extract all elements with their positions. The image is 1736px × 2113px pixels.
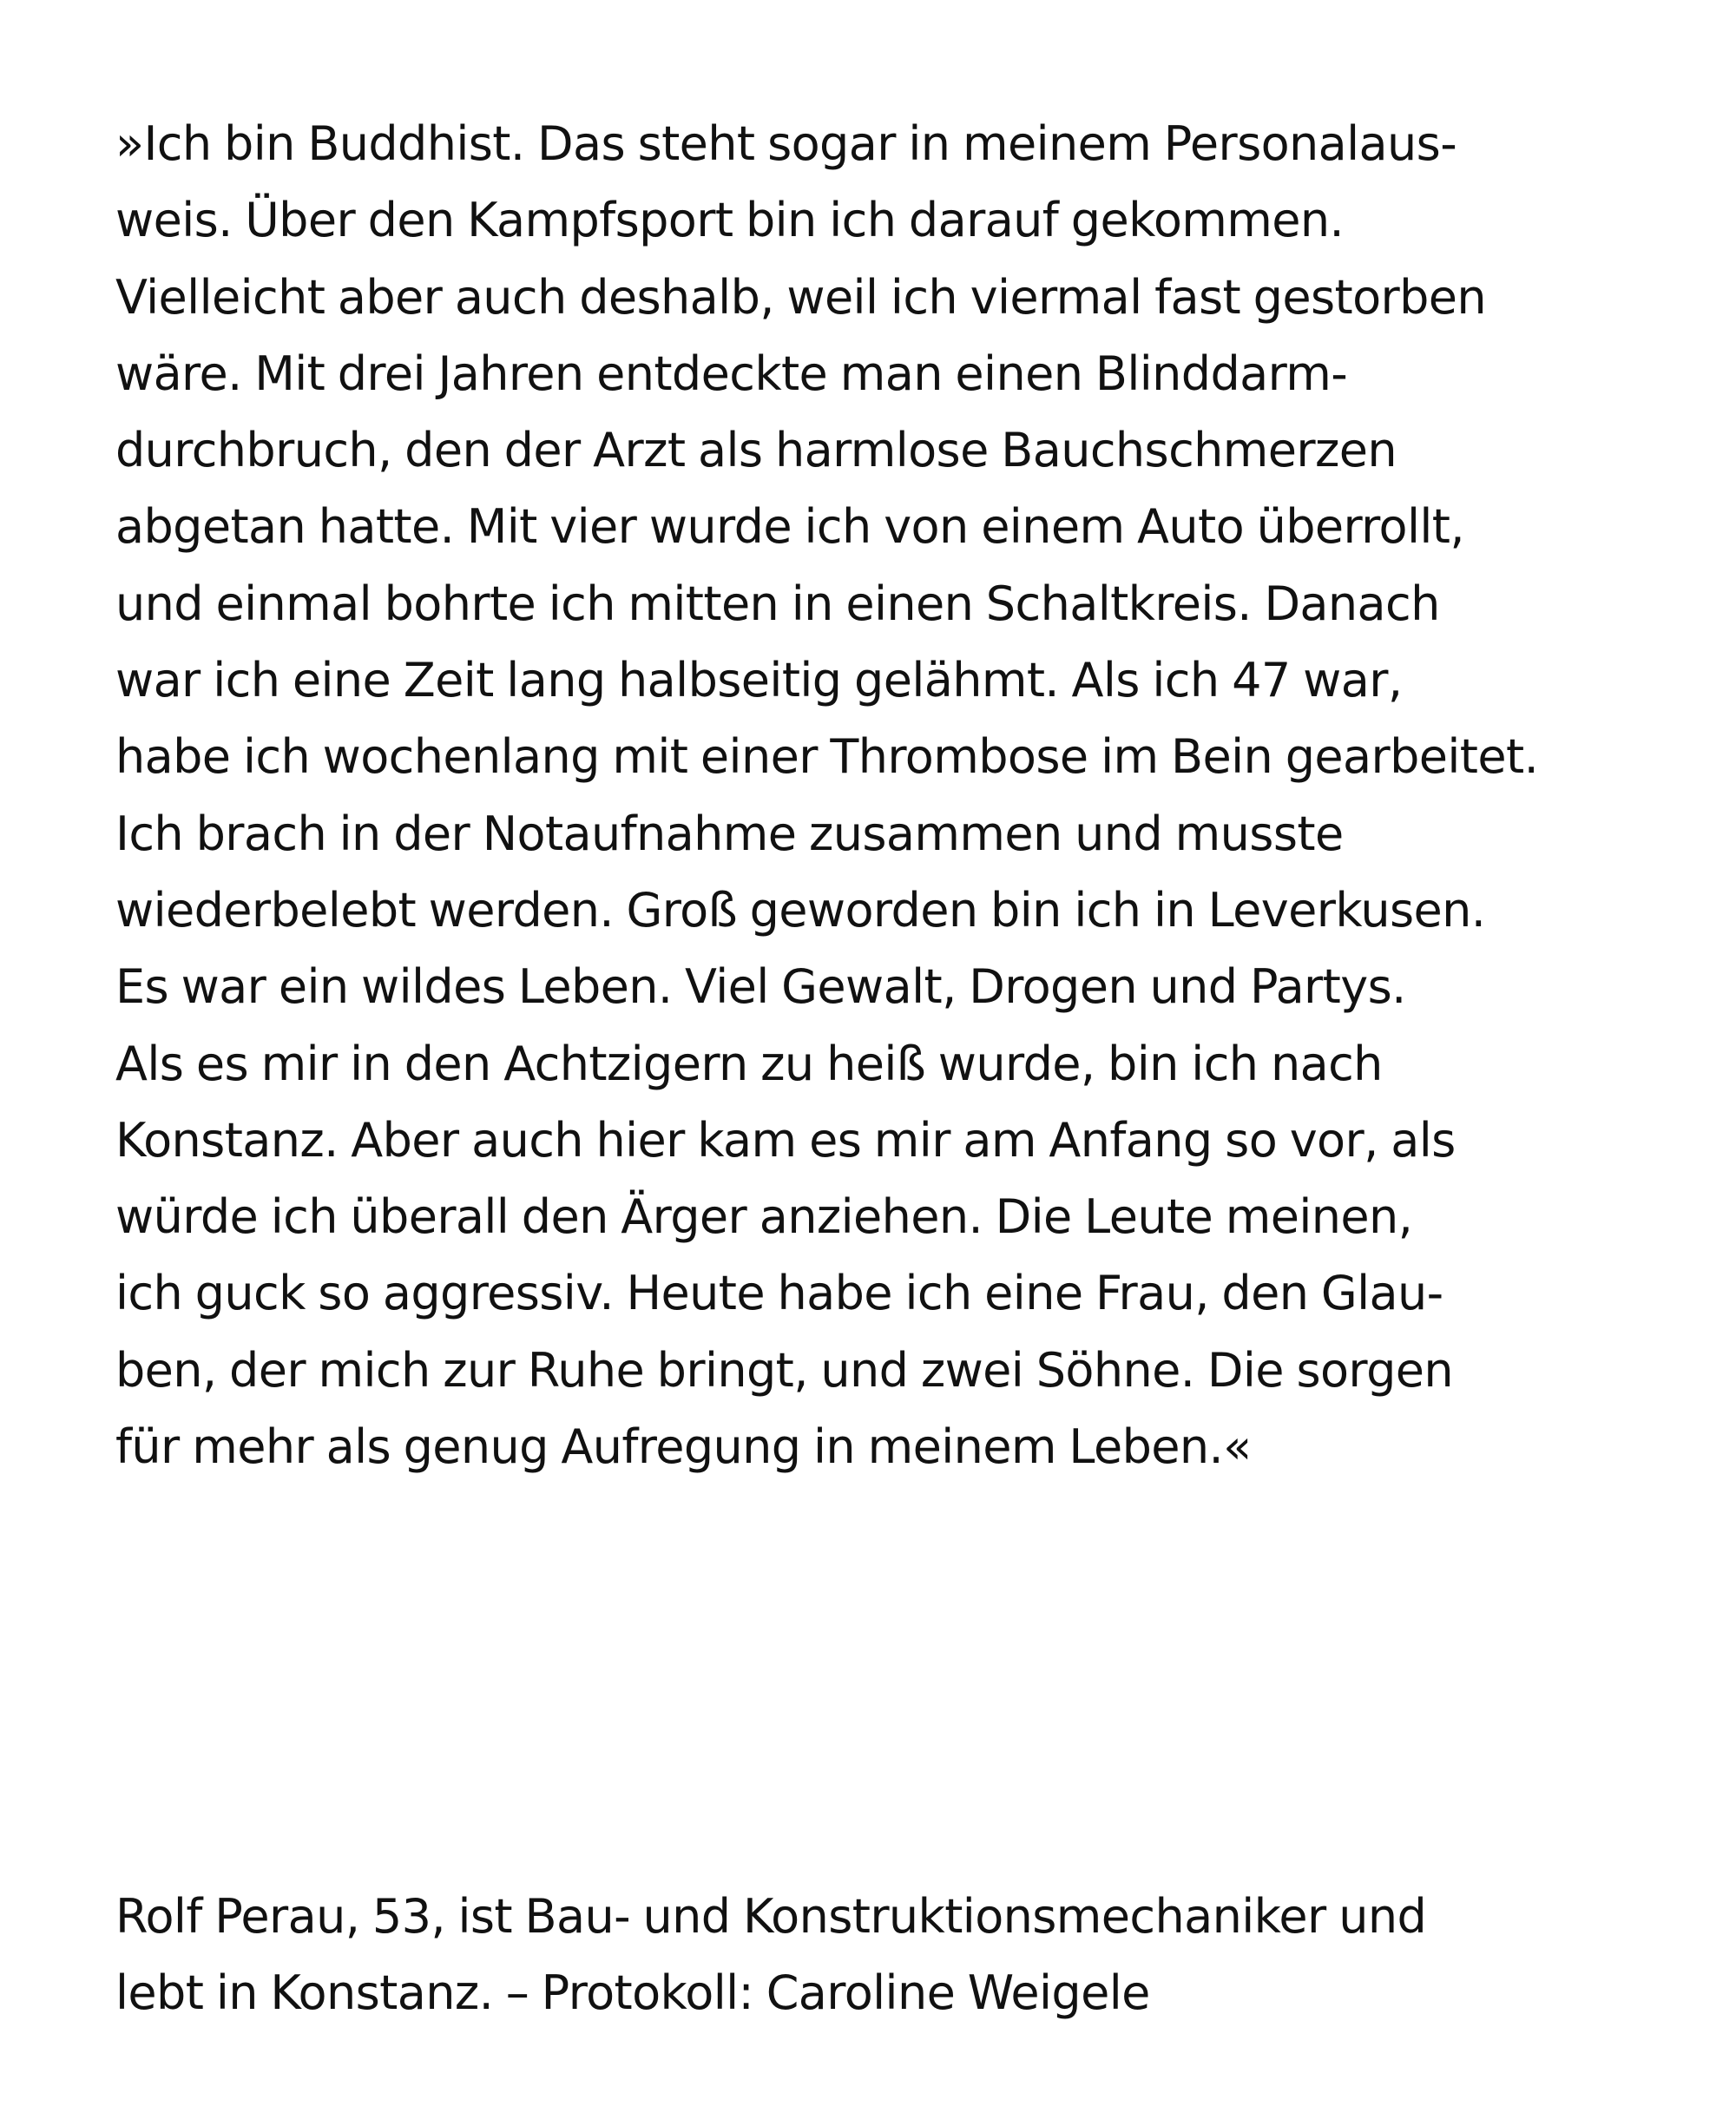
quote-line: Konstanz. Aber auch hier kam es mir am Anfang so vor, als — [115, 1112, 1456, 1168]
quote-line: wäre. Mit drei Jahren entdeckte man einen Blinddarm- — [115, 346, 1348, 401]
quote-line: war ich eine Zeit lang halbseitig gelähmt. Als ich 47 war, — [115, 653, 1403, 708]
quote-line: habe ich wochenlang mit einer Thrombose im Bein gearbeitet. — [115, 729, 1539, 785]
attribution-line: lebt in Konstanz. – Protokoll: Caroline Weigele — [115, 1965, 1150, 2020]
quote-line: Ich brach in der Notaufnahme zusammen und musste — [115, 806, 1344, 861]
quote-line: wiederbelebt werden. Groß geworden bin ich in Leverkusen. — [115, 882, 1486, 938]
quote-line: Vielleicht aber auch deshalb, weil ich viermal fast gestorben — [115, 269, 1487, 325]
quote-line: durchbruch, den der Arzt als harmlose Bauchschmerzen — [115, 423, 1397, 478]
quote-line: weis. Über den Kampfsport bin ich darauf gekommen. — [115, 193, 1345, 248]
quote-line: »Ich bin Buddhist. Das steht sogar in meinem Personalaus- — [115, 116, 1457, 171]
attribution — [115, 1879, 1660, 2031]
quote-line: ben, der mich zur Ruhe bringt, und zwei Söhne. Die sorgen — [115, 1342, 1453, 1398]
quote-line: für mehr als genug Aufregung in meinem Leben.« — [115, 1419, 1252, 1475]
quote-line: und einmal bohrte ich mitten in einen Schaltkreis. Danach — [115, 576, 1440, 631]
quote-line: Es war ein wildes Leben. Viel Gewalt, Drogen und Partys. — [115, 959, 1406, 1015]
quote-line: Als es mir in den Achtzigern zu heiß wurde, bin ich nach — [115, 1036, 1383, 1091]
quote-text — [115, 106, 1660, 1485]
quote-line: abgetan hatte. Mit vier wurde ich von einem Auto überrollt, — [115, 499, 1464, 555]
quote-line: würde ich überall den Ärger anziehen. Die Leute meinen, — [115, 1189, 1413, 1245]
quote-line: ich guck so aggressiv. Heute habe ich eine Frau, den Glau- — [115, 1266, 1443, 1321]
attribution-line: Rolf Perau, 53, ist Bau- und Konstruktionsmechaniker und — [115, 1889, 1427, 1944]
